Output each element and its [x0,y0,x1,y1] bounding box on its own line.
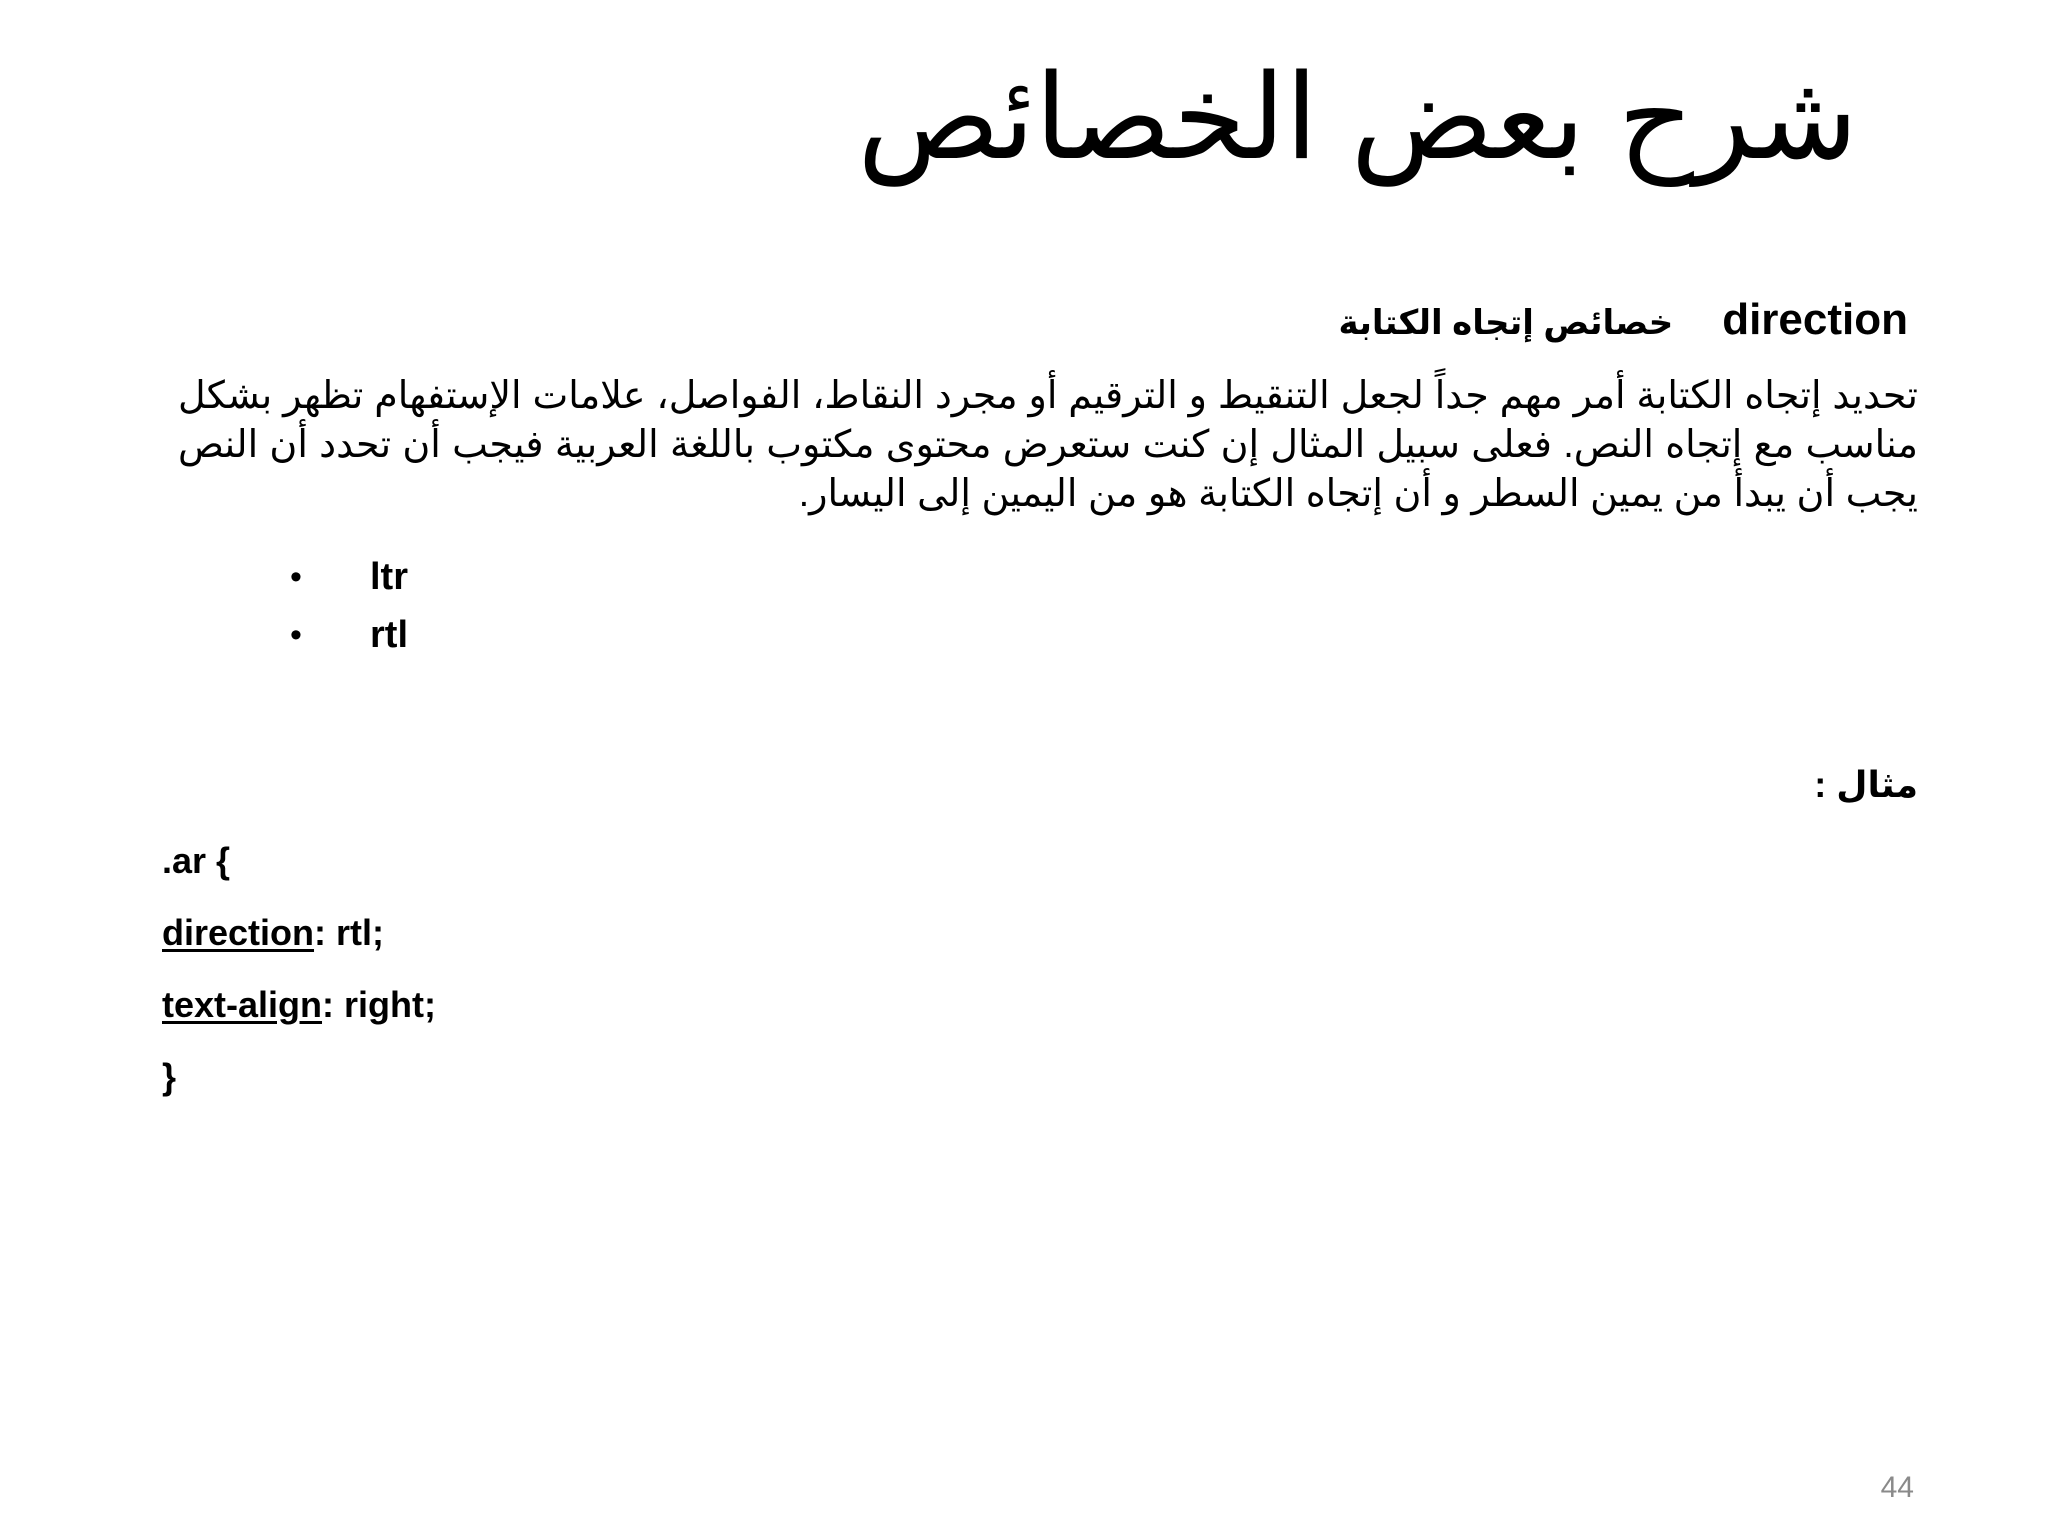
code-line [162,981,436,1053]
example-label: مثال : [1814,764,1918,805]
list-item [290,552,408,610]
bullet-icon: • [290,616,302,654]
value-list [290,552,408,668]
bullet-icon: • [290,558,302,596]
slide-title: شرح بعض الخصائص [857,52,1858,184]
section-heading-english: direction [1722,295,1908,344]
list-item-text: rtl [370,614,408,656]
code-property: text-align [162,984,323,1025]
section-heading-arabic: خصائص إتجاه الكتابة [1338,304,1674,342]
code-line: .ar { [162,840,231,881]
code-line: } [162,1056,177,1097]
list-item-text: ltr [370,556,408,598]
code-line [162,909,436,981]
section-heading [1008,290,1908,353]
list-item [290,610,408,668]
code-value: : right; [322,984,436,1025]
page-number: 44 [1880,1471,1914,1504]
code-value: : rtl; [314,912,384,953]
description-paragraph: تحديد إتجاه الكتابة أمر مهم جداً لجعل التنقيط و الترقيم أو مجرد النقاط، الفواصل، علامات الإستفهام تظهر بشكل مناسب مع إتجاه النص. فعلى سبيل المثال إن كنت ستعرض محتوى مكتوب باللغة العربية فيجب أن تحدد أن النص يجب أن يبدأ من يمين السطر و أن إتجاه الكتابة هو من اليمين إلى اليسار. [178,375,1918,515]
code-property: direction [162,912,315,953]
code-example [162,837,436,1125]
